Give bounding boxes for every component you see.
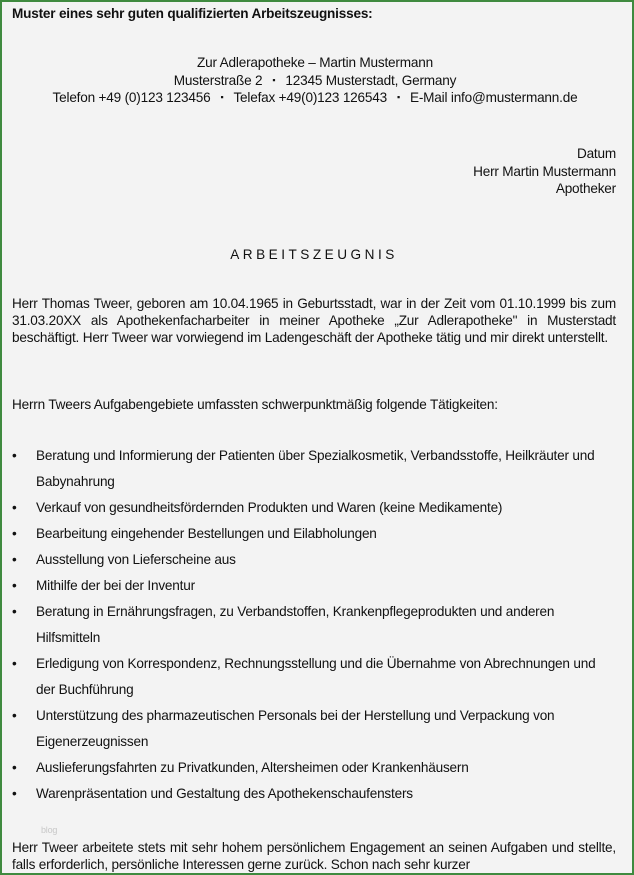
- letterhead-email: E-Mail info@mustermann.de: [409, 90, 578, 105]
- letterhead-fax: Telefax +49(0)123 126543: [233, 90, 387, 105]
- letterhead: [8, 55, 622, 107]
- list-item: • Verkauf von gesundheitsfördernden Produkten und Waren (keine Medikamente): [12, 495, 616, 521]
- list-item: • Beratung in Ernährungsfragen, zu Verbandstoffen, Krankenpflegeprodukten und anderen Hilfsmitteln: [12, 599, 616, 651]
- document-heading: ARBEITSZEUGNIS: [230, 247, 398, 262]
- task-list: [12, 443, 616, 807]
- signature-block: [12, 145, 616, 198]
- letterhead-street: Musterstraße 2: [173, 72, 263, 88]
- separator: ▪: [396, 92, 400, 102]
- list-item: • Erledigung von Korrespondenz, Rechnungsstellung und die Übernahme von Abrechnungen und der Buchführung: [12, 651, 616, 703]
- letterhead-city: 12345 Musterstadt, Germany: [285, 72, 457, 88]
- list-item: • Ausstellung von Lieferscheine aus: [12, 547, 616, 573]
- separator: ▪: [272, 74, 276, 85]
- letterhead-phone: Telefon +49 (0)123 123456: [52, 90, 211, 105]
- tasks-intro: Herrn Tweers Aufgabengebiete umfassten schwerpunktmäßig folgende Tätigkeiten:: [12, 397, 498, 412]
- list-item: • Auslieferungsfahrten zu Privatkunden, Altersheimen oder Krankenhäusern: [12, 755, 616, 781]
- watermark: blog: [41, 825, 58, 835]
- list-item: • Bearbeitung eingehender Bestellungen und Eilabholungen: [12, 521, 616, 547]
- separator: ▪: [220, 92, 224, 102]
- letterhead-name: Zur Adlerapotheke – Martin Mustermann: [197, 55, 433, 70]
- list-item: • Warenpräsentation und Gestaltung des Apothekenschaufensters: [12, 781, 616, 807]
- list-item: • Beratung und Informierung der Patienten über Spezialkosmetik, Verbandsstoffe, Heilkräuter und Babynahrung: [12, 443, 616, 495]
- date-label: Datum: [576, 146, 616, 161]
- signer-name: Herr Martin Mustermann: [473, 163, 616, 179]
- signer-title: Apotheker: [555, 181, 616, 196]
- list-item: • Unterstützung des pharmazeutischen Personals bei der Herstellung und Verpackung von Eigenerzeugnissen: [12, 703, 616, 755]
- document-title: Muster eines sehr guten qualifizierten Arbeitszeugnisses:: [12, 6, 373, 21]
- intro-paragraph: Herr Thomas Tweer, geboren am 10.04.1965 in Geburtsstadt, war in der Zeit vom 01.10.1999 bis zum 31.03.20XX als Apothekenfacharbeiter in meiner Apotheke „Zur Adlerapotheke" in Musterstadt beschäftigt. Herr Tweer war vorwiegend im Ladengeschäft der Apotheke tätig und mir direkt unterstellt.: [12, 296, 616, 345]
- performance-paragraph: Herr Tweer arbeitete stets mit sehr hohem persönlichem Engagement an seinen Aufgaben und stellte, falls erforderlich, persönliche Interessen gerne zurück. Schon nach sehr kurzer: [12, 840, 616, 872]
- list-item: • Mithilfe der bei der Inventur: [12, 573, 616, 599]
